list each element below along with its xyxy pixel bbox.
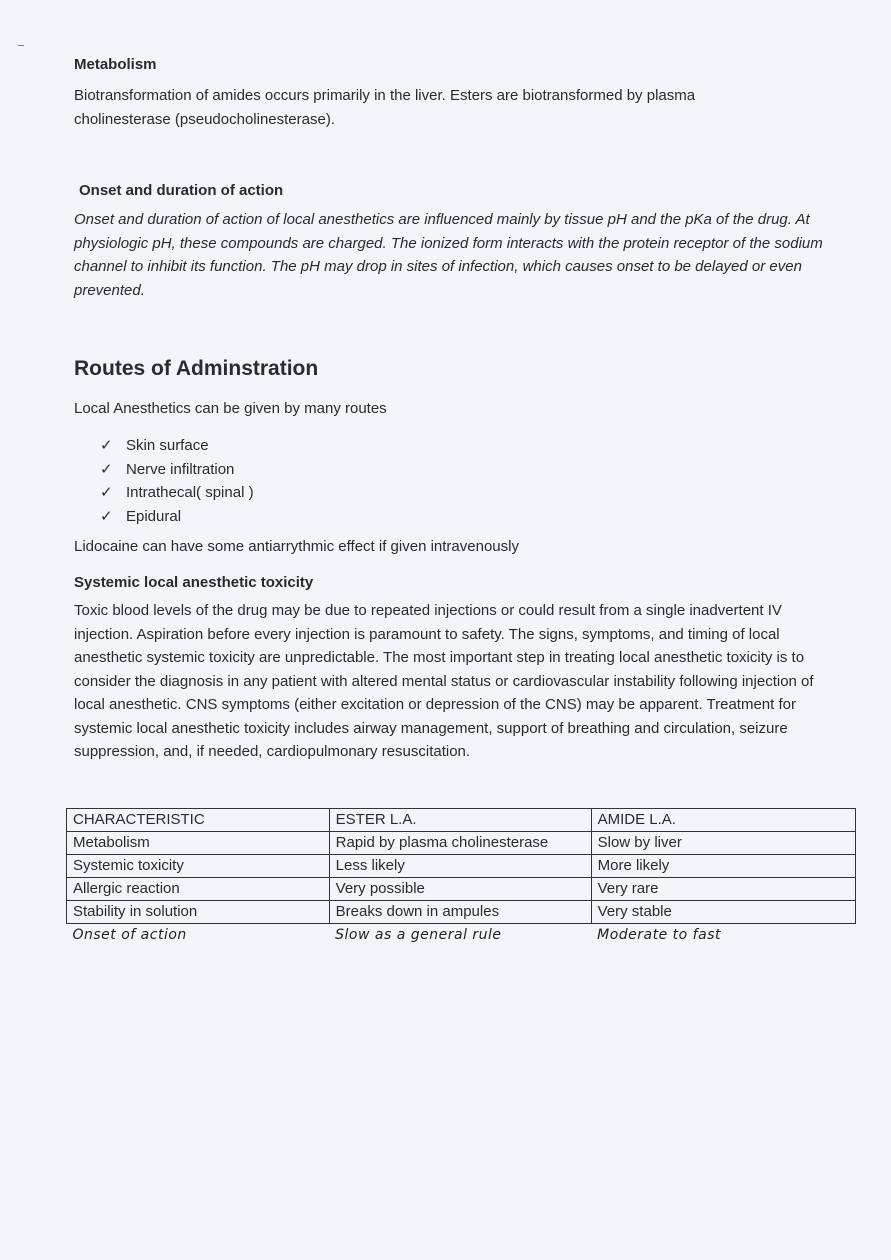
table-header-cell: AMIDE L.A.: [591, 809, 855, 832]
toxicity-paragraph: Toxic blood levels of the drug may be due to repeated injections or could result from a single inadvertent IV injection. Aspiration before every injection is paramount to safety. The signs, symptoms, and timing of local anesthetic systemic toxicity are unpredictable. The most important step in treating local anesthetic toxicity is to consider the diagnosis in any patient with altered mental status or cardiovascular instability following injection of local anesthetic. CNS symptoms (either excitation or depression of the CNS) may be apparent. Treatment for systemic local anesthetic toxicity includes airway management, support of breathing and circulation, seizure suppression, and, if needed, cardiopulmonary resuscitation.: [74, 602, 814, 760]
route-label: Nerve infiltration: [126, 460, 235, 478]
table-header-cell: ESTER L.A.: [329, 809, 591, 832]
table-cell: Metabolism: [67, 832, 330, 855]
routes-heading: Routes of Adminstration: [74, 357, 319, 380]
table-cell: Systemic toxicity: [67, 855, 330, 878]
table-cell: Onset of action: [67, 924, 330, 947]
table-header-row: [67, 809, 856, 832]
table-cell: Slow as a general rule: [329, 924, 591, 947]
table-cell: More likely: [591, 855, 855, 878]
table-cell: Slow by liver: [591, 832, 855, 855]
table-cell: Very stable: [591, 901, 855, 924]
table-cell: Rapid by plasma cholinesterase: [329, 832, 591, 855]
routes-list-item: [100, 434, 254, 458]
table-cell: Stability in solution: [67, 901, 330, 924]
route-label: Epidural: [126, 507, 182, 525]
onset-paragraph: Onset and duration of action of local anesthetics are influenced mainly by tissue pH and the pKa of the drug. At physiologic pH, these compounds are charged. The ionized form interacts with the protein receptor of the sodium channel to inhibit its function. The pH may drop in sites of infection, which causes onset to be delayed or even prevented.: [74, 211, 823, 299]
table-row: [67, 832, 856, 855]
toxicity-heading: Systemic local anesthetic toxicity: [74, 574, 314, 591]
route-label: Skin surface: [126, 437, 209, 454]
table-row: [67, 878, 856, 901]
table-row: [67, 901, 856, 924]
table-cell: Less likely: [329, 855, 591, 878]
table-cell: Very rare: [591, 878, 855, 901]
metabolism-paragraph: Biotransformation of amides occurs primarily in the liver. Esters are biotransformed by plasma cholinesterase (pseudocholinesterase).: [74, 87, 696, 128]
table-row-handwritten: [67, 924, 856, 947]
table-header-cell: CHARACTERISTIC: [67, 809, 330, 832]
checkmark-icon: ✓: [100, 437, 113, 454]
routes-list-item: [100, 481, 254, 505]
table-cell: Allergic reaction: [67, 878, 330, 901]
comparison-table: [66, 808, 856, 946]
routes-list-item: [100, 505, 254, 529]
table-row: [67, 855, 856, 878]
lidocaine-note: Lidocaine can have some antiarrythmic effect if given intravenously: [74, 538, 519, 555]
onset-heading: Onset and duration of action: [79, 182, 284, 199]
table-cell: Breaks down in ampules: [329, 901, 591, 924]
metabolism-heading: Metabolism: [74, 56, 157, 73]
checkmark-icon: ✓: [100, 460, 113, 478]
table-cell: Moderate to fast: [591, 924, 855, 947]
table-cell: Very possible: [329, 878, 591, 901]
page-mark: [18, 45, 24, 46]
routes-list-item: [100, 458, 254, 482]
route-label: Intrathecal( spinal ): [126, 484, 254, 501]
routes-list: [100, 434, 254, 528]
checkmark-icon: ✓: [100, 507, 113, 525]
routes-intro: Local Anesthetics can be given by many routes: [74, 400, 387, 417]
checkmark-icon: ✓: [100, 484, 113, 501]
